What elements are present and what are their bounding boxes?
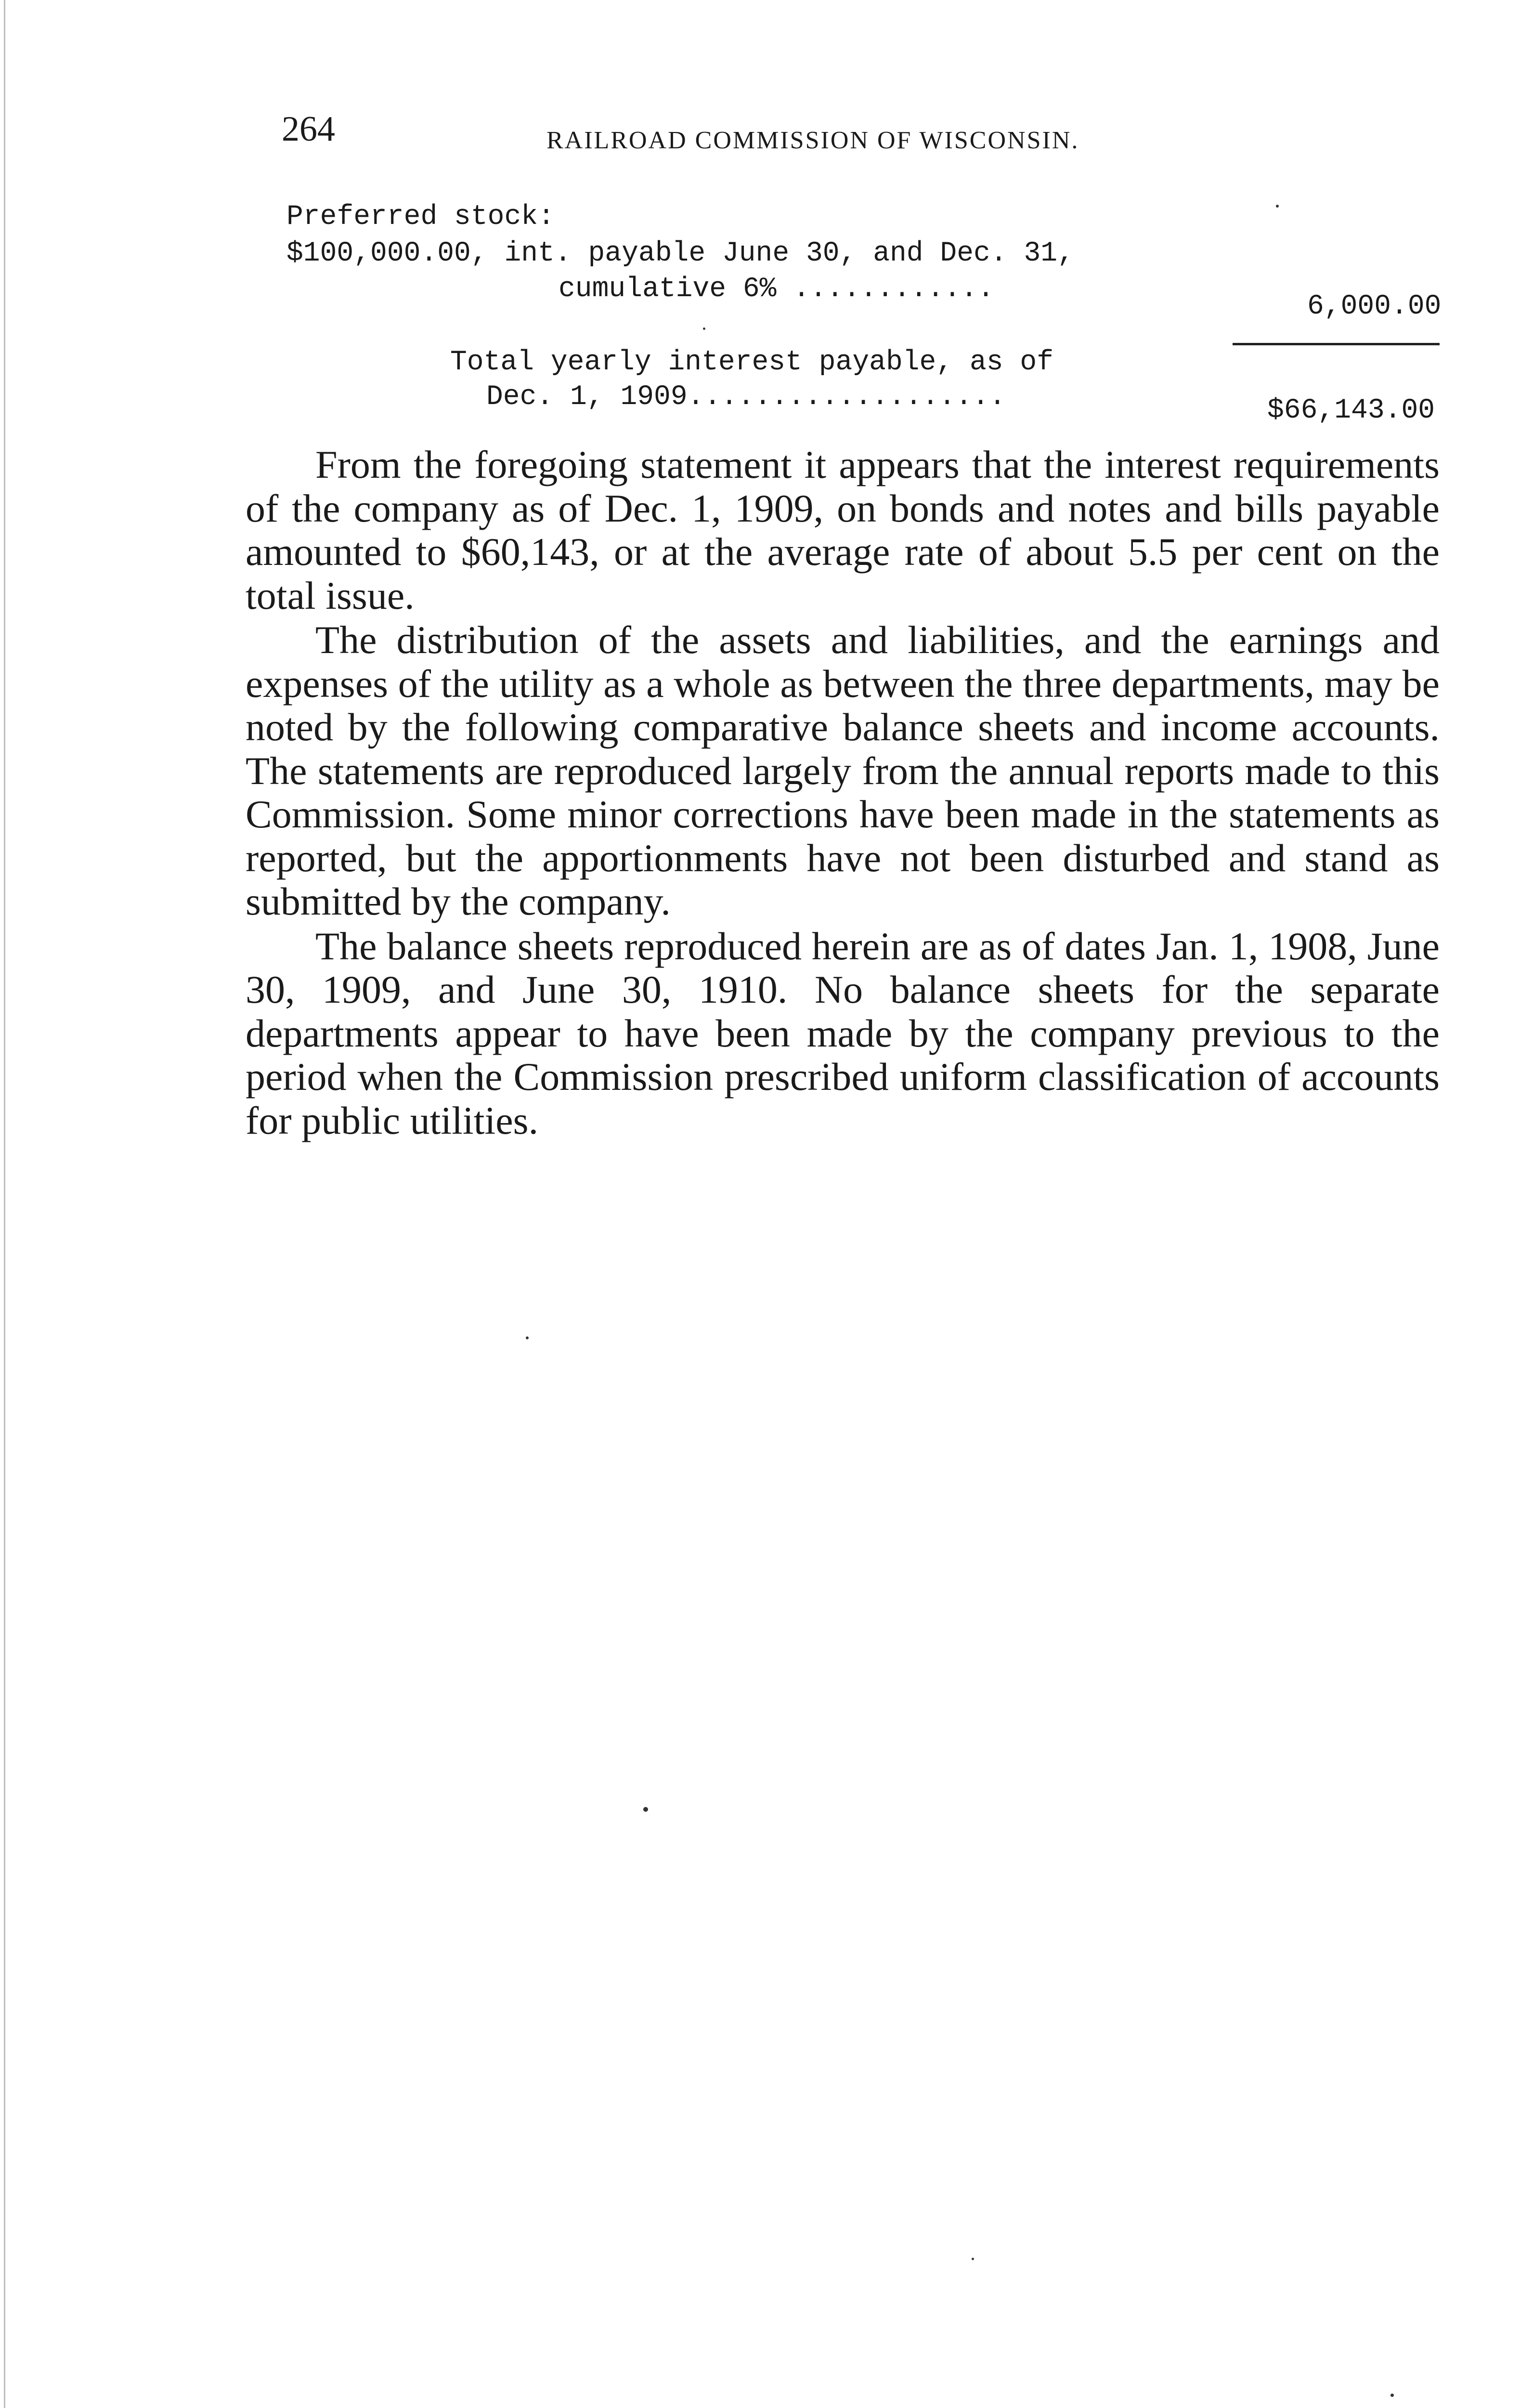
running-title: RAILROAD COMMISSION OF WISCONSIN. (546, 127, 1079, 154)
scan-speck (1276, 205, 1279, 208)
paragraph-distribution: The distribution of the assets and liabilities, and the earnings and expenses of the utility as a whole as between the three departments, may be noted by the following comparative balance sheets and income accounts. The statements are reproduced largely from the annual reports made to this Commission. Some minor corrections have been made in the statements as reported, but the apportionments have not been disturbed and stand as submitted by the company. (246, 618, 1440, 923)
paragraph-interest-requirements: From the foregoing statement it appears that the interest requirements of the company as of Dec. 1, 1909, on bonds and notes and bills payable amounted to $60,143, or at the average rate of about 5.5 per cent on the total issue. (246, 443, 1440, 617)
ledger-total-amount: $66,143.00 (1267, 395, 1435, 426)
scan-speck (643, 1807, 648, 1812)
paragraph-balance-sheets: The balance sheets reproduced herein are as of dates Jan. 1, 1908, June 30, 1909, and June 30, 1910. No balance sheets for the separate departments appear to have been made by the company previous to the period when the Commission prescribed uniform classification of accounts for public utilities. (246, 924, 1440, 1142)
page-number: 264 (282, 109, 335, 149)
scan-speck (526, 1336, 529, 1339)
body-text (246, 443, 1440, 1142)
scan-speck (1390, 2394, 1394, 2397)
ledger-total-line-1: Total yearly interest payable, as of (450, 347, 1054, 378)
scan-speck (972, 2258, 974, 2260)
ledger-total-rule (1233, 343, 1440, 345)
ledger-item-amount: 6,000.00 (1307, 291, 1442, 322)
interest-ledger (0, 0, 1533, 433)
ledger-category-heading: Preferred stock: (286, 201, 555, 233)
ledger-total-line-2: Dec. 1, 1909................... (486, 381, 1006, 413)
ledger-item-line-2: cumulative 6% ............ (559, 274, 994, 305)
scan-speck (703, 327, 705, 330)
ledger-item-line-1: $100,000.00, int. payable June 30, and Dec. 31, (286, 238, 1074, 269)
